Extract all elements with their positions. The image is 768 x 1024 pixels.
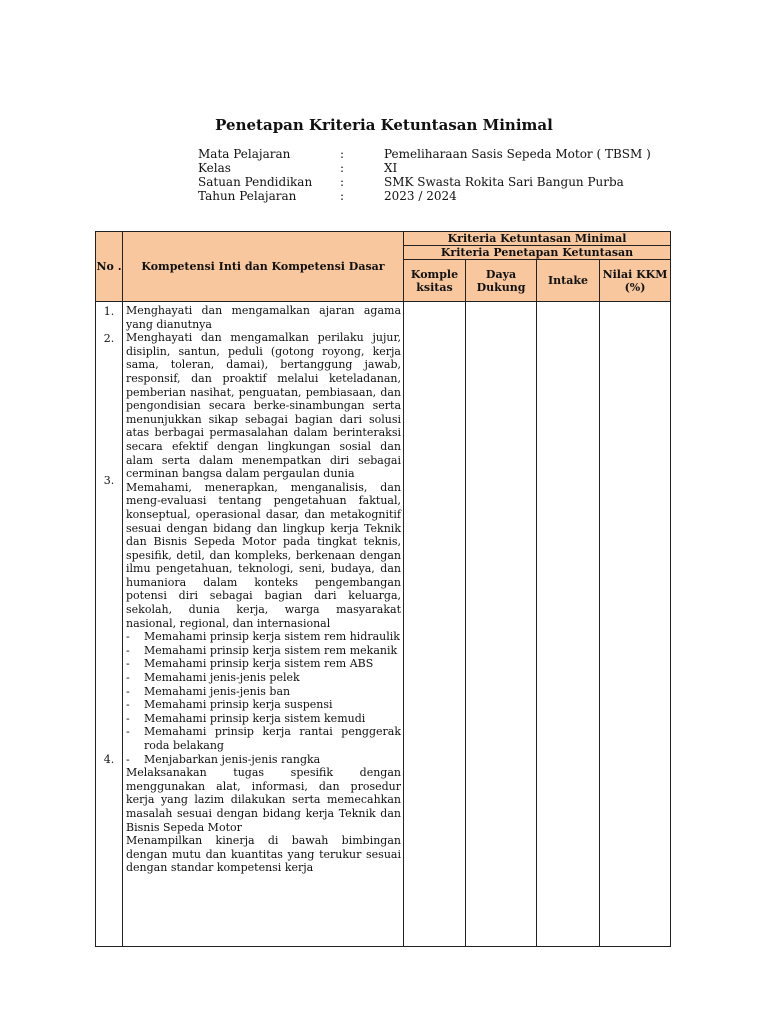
kompleksitas-cell [404,302,466,947]
meta-separator: : [340,175,345,189]
kompetensi-item: Memahami, menerapkan, menganalisis, dan meng-evaluasi tentang pengetahuan faktual, konseptual, operasional dasar, dan metakognitif sesuai dengan bidang dan lingkup kerja Teknik dan Bisnis Sepeda Motor pada tingkat teknis, spesifik, detil, dan kompleks, berkenaan dengan ilmu pengetahuan, teknologi, seni, budaya, dan humaniora dalam konteks pengembangan potensi diri sebagai bagian dari keluarga, sekolah, dunia kerja, warga masyarakat nasional, regional, dan internasional [126,480,401,630]
table-row [96,302,671,947]
daya-dukung-cell [466,302,537,947]
row-number: 4. [103,753,115,766]
header-kompetensi: Kompetensi Inti dan Kompetensi Dasar [123,232,404,302]
dash-bullet: - [126,725,130,739]
kompetensi-subitem: - Memahami jenis-jenis ban [126,684,291,698]
kompetensi-item: Menghayati dan mengamalkan ajaran agama yang dianutnya [126,304,401,331]
meta-value: SMK Swasta Rokita Sari Bangun Purba [384,175,624,189]
kompetensi-subitem: - Memahami prinsip kerja sistem rem ABS [126,657,374,671]
header-kkm: Kriteria Ketuntasan Minimal [404,232,671,246]
kompetensi-subitem: - Memahami prinsip kerja suspensi [126,698,333,712]
meta-label: Mata Pelajaran [198,147,291,161]
dash-bullet: - [126,671,130,685]
page-title: Penetapan Kriteria Ketuntasan Minimal [215,116,553,134]
meta-row-satuan-pendidikan [198,175,718,189]
kompetensi-subitem: - Memahami prinsip kerja rantai penggerak roda belakang [126,725,401,752]
dash-bullet: - [126,630,130,644]
nilai-kkm-cell [600,302,671,947]
dash-bullet: - [126,698,130,712]
kompetensi-subitem: - Memahami jenis-jenis pelek [126,671,300,685]
row-numbers [96,302,123,947]
row-number: 2. [103,332,115,345]
meta-label: Tahun Pelajaran [198,189,297,203]
kompetensi-cell [123,302,404,947]
row-number: 3. [103,474,115,487]
kompetensi-item: Menampilkan kinerja di bawah bimbingan dengan mutu dan kuantitas yang terukur sesuai dengan standar kompetensi kerja [126,834,401,875]
dash-bullet: - [126,643,130,657]
header-no: No . [96,232,123,302]
header-daya-dukung: Daya Dukung [466,260,537,302]
kompetensi-subitem: - Memahami prinsip kerja sistem rem mekanik [126,643,398,657]
dash-bullet: - [126,684,130,698]
meta-label: Kelas [198,161,231,175]
dash-bullet: - [126,752,130,766]
meta-value: Pemeliharaan Sasis Sepeda Motor ( TBSM ) [384,147,651,161]
header-kompleksitas: Komple ksitas [404,260,466,302]
kompetensi-subitem: - Memahami prinsip kerja sistem kemudi [126,711,366,725]
kompetensi-subitem: - Menjabarkan jenis-jenis rangka [126,752,321,766]
meta-value: 2023 / 2024 [384,189,457,203]
header-penetapan: Kriteria Penetapan Ketuntasan [404,246,671,260]
dash-bullet: - [126,657,130,671]
kompetensi-subitem: - Memahami prinsip kerja sistem rem hidraulik [126,630,400,644]
kompetensi-item: Melaksanakan tugas spesifik dengan menggunakan alat, informasi, dan prosedur kerja yang lazim dilakukan serta memecahkan masalah sesuai dengan bidang kerja Teknik dan Bisnis Sepeda Motor [126,766,401,834]
meta-row-mata-pelajaran [198,147,718,161]
meta-separator: : [340,161,345,175]
meta-row-kelas [198,161,718,175]
intake-cell [537,302,600,947]
meta-separator: : [340,147,345,161]
header-intake: Intake [537,260,600,302]
row-number: 1. [103,305,115,318]
kkm-table [95,231,671,947]
meta-value: XI [384,161,398,175]
meta-label: Satuan Pendidikan [198,175,313,189]
meta-separator: : [340,189,345,203]
header-nilai-kkm: Nilai KKM (%) [600,260,671,302]
meta-row-tahun-pelajaran [198,189,718,203]
dash-bullet: - [126,711,130,725]
kompetensi-item: Menghayati dan mengamalkan perilaku jujur, disiplin, santun, peduli (gotong royong, kerja sama, toleran, damai), bertanggung jawab, responsif, dan proaktif melalui keteladanan, pemberian nasihat, penguatan, pembiasaan, dan pengondisian secara berke-sinambungan serta menunjukkan sikap sebagai bagian dari solusi atas berbagai permasalahan dalam berinteraksi secara efektif dengan lingkungan sosial dan alam serta dalam menempatkan diri sebagai cerminan bangsa dalam pergaulan dunia [126,331,401,481]
document-meta [198,147,718,203]
